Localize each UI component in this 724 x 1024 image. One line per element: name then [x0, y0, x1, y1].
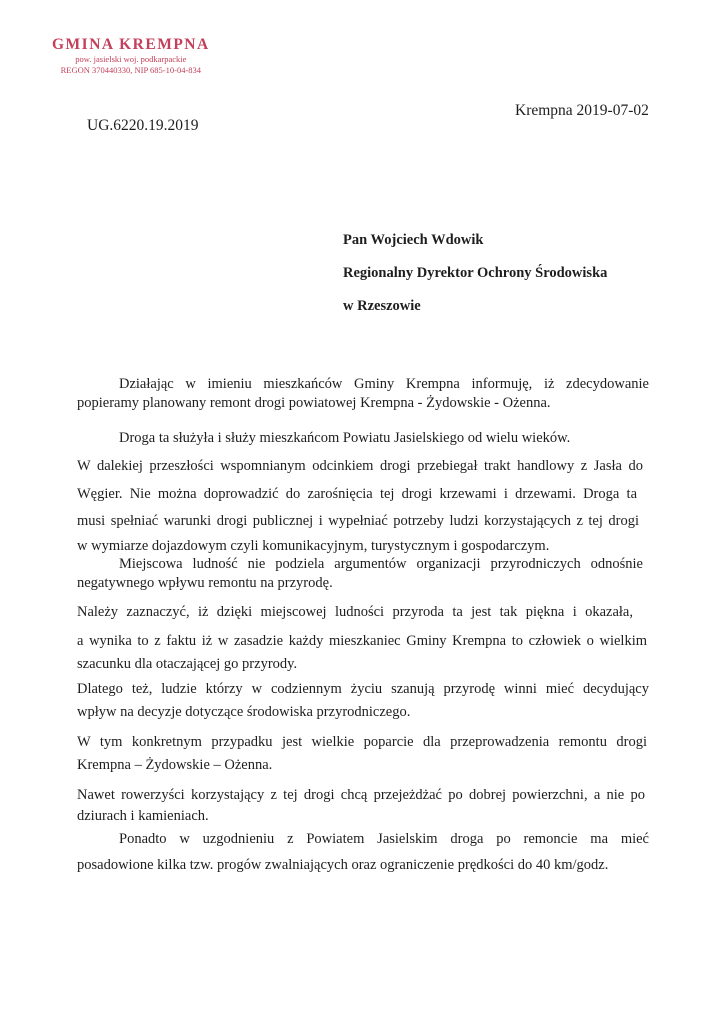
- stamp-line-2: REGON 370440330, NIP 685-10-04-834: [60, 65, 202, 75]
- body-line: W dalekiej przeszłości wspomnianym odcinkiem drogi przebiegał trakt handlowy z Jasła do: [77, 458, 643, 474]
- letter-date: Krempna 2019-07-02: [515, 102, 649, 119]
- body-line: wpływ na decyzje dotyczące środowiska przyrodniczego.: [77, 704, 411, 720]
- body-line: W tym konkretnym przypadku jest wielkie poparcie dla przeprowadzenia remontu drogi: [77, 734, 647, 750]
- body-line: w wymiarze dojazdowym czyli komunikacyjnym, turystycznym i gospodarczym.: [77, 538, 550, 554]
- body-line: Węgier. Nie można doprowadzić do zarośnięcia tej drogi krzewami i drzewami. Droga ta: [77, 486, 637, 502]
- body-line: Działając w imieniu mieszkańców Gminy Krempna informuję, iż zdecydowanie: [119, 376, 649, 392]
- body-line: Droga ta służyła i służy mieszkańcom Powiatu Jasielskiego od wielu wieków.: [119, 430, 571, 446]
- body-line: posadowione kilka tzw. progów zwalniających oraz ograniczenie prędkości do 40 km/godz.: [77, 857, 609, 873]
- addressee-place: w Rzeszowie: [343, 298, 421, 314]
- addressee-block: [343, 230, 607, 329]
- body-line: Miejscowa ludność nie podziela argumentów organizacji przyrodniczych odnośnie: [119, 556, 643, 572]
- body-line: negatywnego wpływu remontu na przyrodę.: [77, 575, 333, 591]
- addressee-name: Pan Wojciech Wdowik: [343, 232, 484, 248]
- reference-number: UG.6220.19.2019: [87, 117, 199, 134]
- body-line: a wynika to z faktu iż w zasadzie każdy mieszkaniec Gminy Krempna to człowiek o wielkim: [77, 633, 647, 649]
- body-line: popieramy planowany remont drogi powiatowej Krempna - Żydowskie - Ożenna.: [77, 395, 551, 411]
- body-line: Należy zaznaczyć, iż dzięki miejscowej ludności przyroda ta jest tak piękna i okazała,: [77, 604, 633, 620]
- stamp-name: GMINA KREMPNA: [52, 36, 210, 53]
- body-line: Krempna – Żydowskie – Ożenna.: [77, 757, 273, 773]
- stamp-line-1: pow. jasielski woj. podkarpackie: [75, 54, 187, 64]
- body-line: szacunku dla otaczającej go przyrody.: [77, 656, 298, 672]
- body-line: Nawet rowerzyści korzystający z tej drogi chcą przejeżdżać po dobrej powierzchni, a nie po: [77, 787, 645, 803]
- body-line: Dlatego też, ludzie którzy w codziennym życiu szanują przyrodę winni mieć decydujący: [77, 681, 649, 697]
- municipality-stamp: [52, 36, 210, 76]
- body-line: musi spełniać warunki drogi publicznej i wypełniać potrzeby ludzi korzystających z tej drogi: [77, 513, 639, 529]
- body-line: Ponadto w uzgodnieniu z Powiatem Jasielskim droga po remoncie ma mieć: [119, 831, 649, 847]
- body-line: dziurach i kamieniach.: [77, 808, 209, 824]
- addressee-title: Regionalny Dyrektor Ochrony Środowiska: [343, 265, 608, 281]
